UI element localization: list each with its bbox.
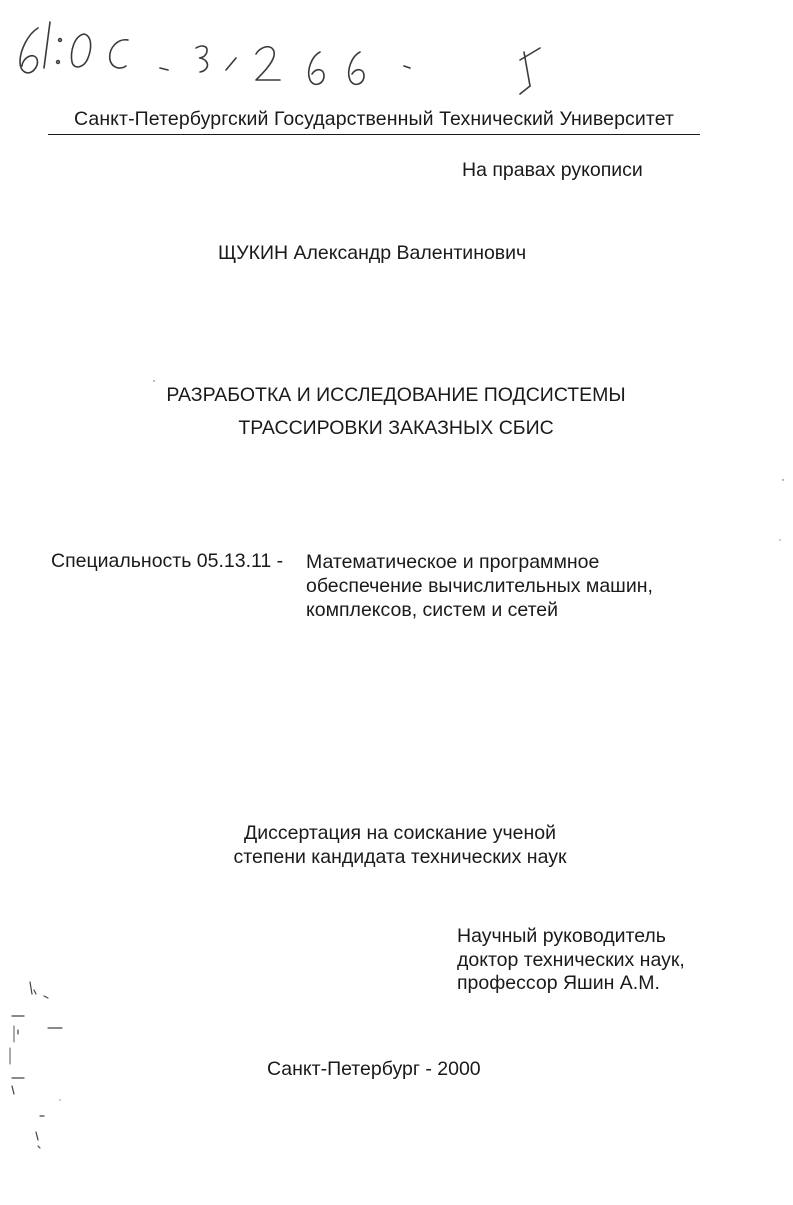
specialty-line: комплексов, систем и сетей [306, 599, 559, 621]
scan-margin-marks-icon [0, 970, 80, 1150]
specialty-line: Математическое и программное [306, 551, 600, 573]
supervisor-line: профессор Яшин А.М. [457, 972, 660, 994]
specialty-line: обеспечение вычислительных машин, [306, 575, 653, 597]
supervisor-block [457, 925, 685, 996]
supervisor-line: Научный руководитель [457, 925, 666, 947]
university-underline [48, 134, 700, 135]
university-name: Санкт-Петербургский Государственный Технический Университет [73, 108, 675, 130]
thesis-title-line: РАЗРАБОТКА И ИССЛЕДОВАНИЕ ПОДСИСТЕМЫ [166, 384, 626, 406]
dissertation-line: степени кандидата технических наук [233, 846, 567, 868]
thesis-title-line: ТРАССИРОВКИ ЗАКАЗНЫХ СБИС [238, 417, 554, 439]
handwritten-code-pencil-icon [0, 0, 793, 110]
dissertation-statement [150, 821, 650, 869]
specialty-label: Специальность 05.13.11 - [51, 550, 284, 572]
dissertation-line: Диссертация на соискание ученой [244, 822, 556, 844]
supervisor-line: доктор технических наук, [457, 948, 685, 971]
city-year: Санкт-Петербург - 2000 [267, 1058, 481, 1080]
specialty-description [306, 550, 653, 622]
rights-note: На правах рукописи [462, 159, 643, 181]
author-name: ЩУКИН Александр Валентинович [218, 242, 527, 264]
thesis-title [60, 379, 732, 445]
